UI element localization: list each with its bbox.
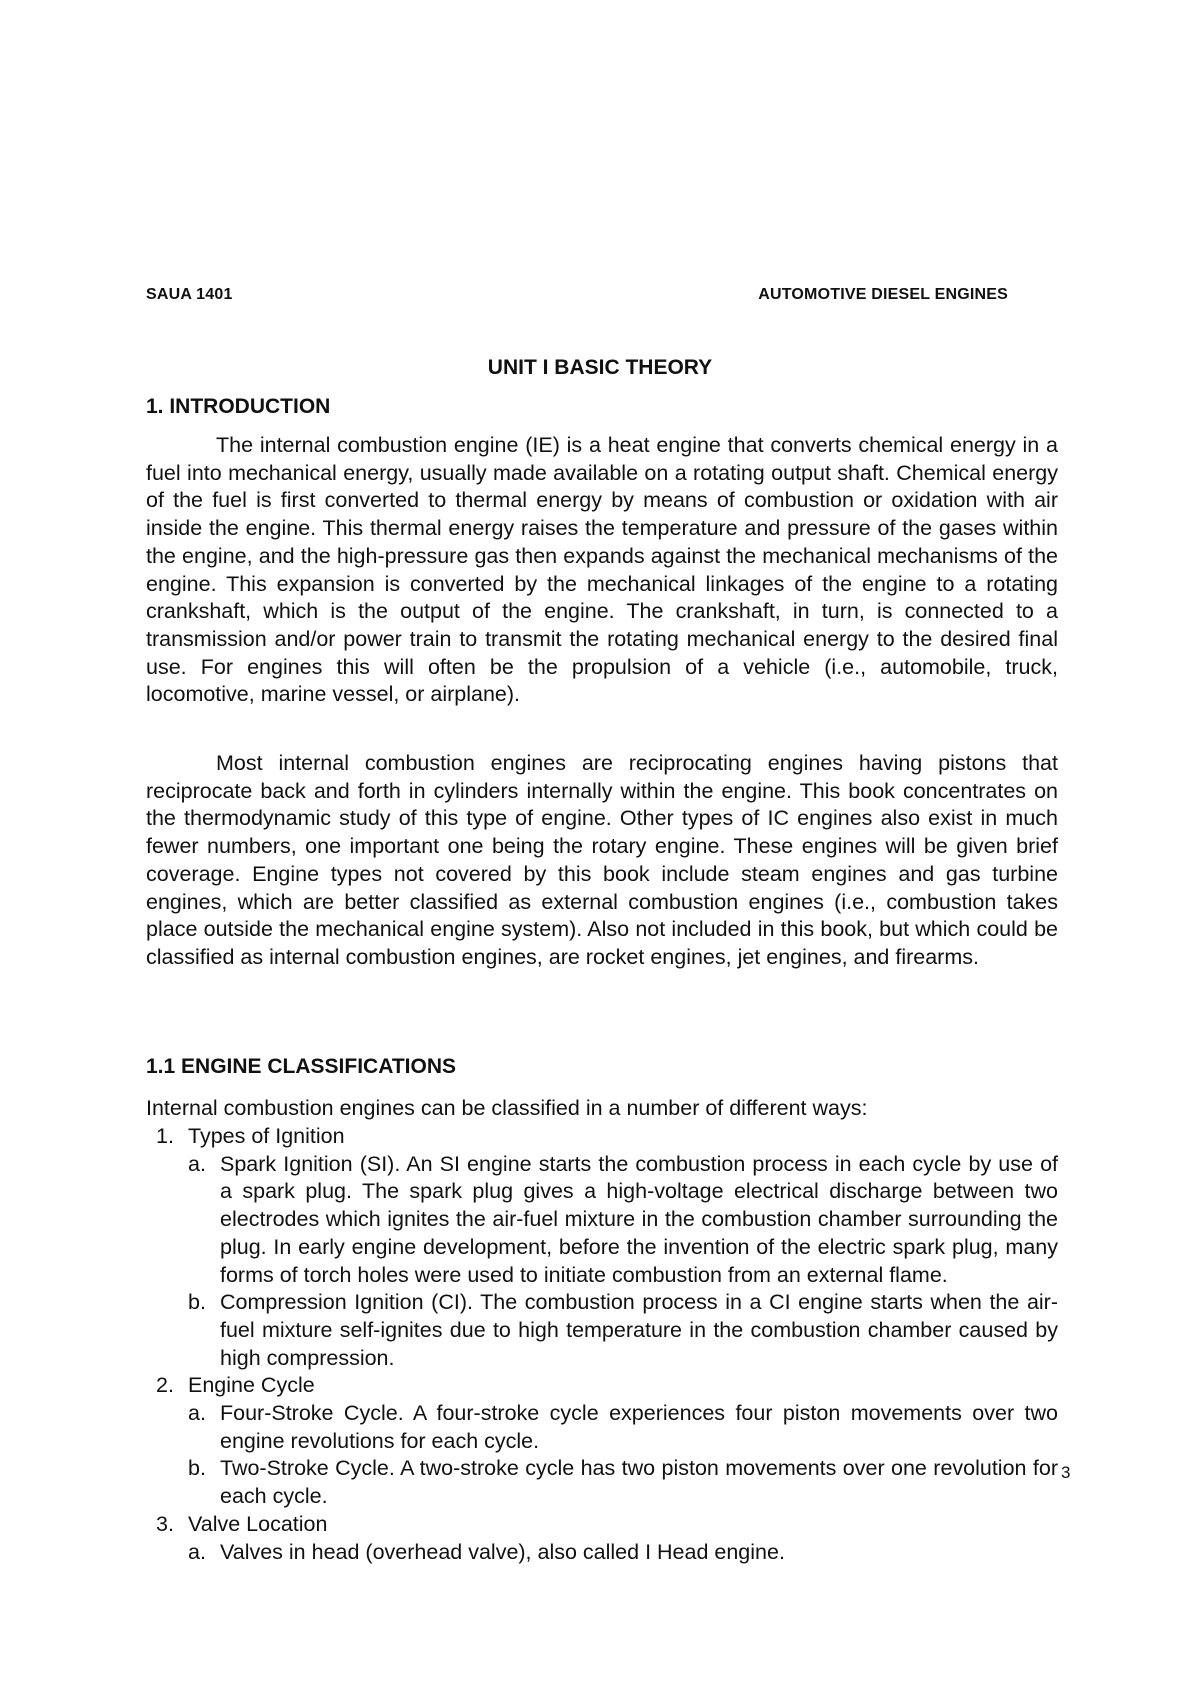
classifications-intro: Internal combustion engines can be classified in a number of different ways: (146, 1096, 868, 1120)
sub-list-letter: a. (188, 1539, 206, 1564)
sub-list-letter: a. (188, 1401, 206, 1426)
section-heading-engine-classifications: 1.1 ENGINE CLASSIFICATIONS (146, 1055, 456, 1078)
sub-list-item (146, 1539, 1058, 1567)
page-number: 3 (1061, 1463, 1071, 1482)
list-item-label: Types of Ignition (188, 1124, 345, 1148)
sub-list-text: Valves in head (overhead valve), also called I Head engine. (220, 1539, 785, 1564)
list-number: 3. (156, 1511, 174, 1536)
sub-list-letter: a. (188, 1151, 206, 1176)
header-course-title: AUTOMOTIVE DIESEL ENGINES (758, 286, 1008, 303)
list-number: 1. (156, 1124, 174, 1148)
sub-list-text: Four-Stroke Cycle. A four-stroke cycle experiences four piston movements over two engine revolutions for each cycle. (220, 1401, 1058, 1453)
sub-list-letter: b. (188, 1290, 206, 1315)
section-heading-introduction: 1. INTRODUCTION (146, 395, 331, 418)
header-course-code: SAUA 1401 (146, 286, 233, 303)
sub-list-text: Spark Ignition (SI). An SI engine starts the combustion process in each cycle by use of a spark plug. The spark plug gives a high-voltage electrical discharge between two electrodes which ignites the air-fuel mixture in the combustion chamber surrounding the plug. In early engine development, before the invention of the electric spark plug, many forms of torch holes were used to initiate combustion from an external flame. (220, 1151, 1058, 1287)
list-item-label: Engine Cycle (188, 1373, 315, 1398)
sub-list-text: Compression Ignition (CI). The combustion process in a CI engine starts when the air-fuel mixture self-ignites due to high temperature in the combustion chamber caused by high compression. (220, 1290, 1058, 1370)
unit-title (0, 356, 1200, 380)
list-item-label: Valve Location (188, 1511, 328, 1536)
intro-paragraph-2: Most internal combustion engines are reciprocating engines having pistons that reciprocate back and forth in cylinders internally within the engine. This book concentrates on the thermodynamic study of this type of engine. Other types of IC engines also exist in much fewer numbers, one important one being the rotary engine. These engines will be given brief coverage. Engine types not covered by this book include steam engines and gas turbine engines, which are better classified as external combustion engines (i.e., combustion takes place outside the mechanical engine system). Also not included in this book, but which could be classified as internal combustion engines, are rocket engines, jet engines, and firearms. (146, 751, 1058, 969)
sub-list-item (146, 1151, 1058, 1290)
classification-list (146, 1123, 1058, 1566)
intro-paragraph-1: The internal combustion engine (IE) is a heat engine that converts chemical energy in a fuel into mechanical energy, usually made available on a rotating output shaft. Chemical energy of the fuel is first converted to thermal energy by means of combustion or oxidation with air inside the engine. This thermal energy raises the temperature and pressure of the gases within the engine, and the high-pressure gas then expands against the mechanical mechanisms of the engine. This expansion is converted by the mechanical linkages of the engine to a rotating crankshaft, which is the output of the engine. The crankshaft, in turn, is connected to a transmission and/or power train to transmit the rotating mechanical energy to the desired final use. For engines this will often be the propulsion of a vehicle (i.e., automobile, truck, locomotive, marine vessel, or airplane). (146, 433, 1058, 707)
sub-list-item (146, 1289, 1058, 1372)
list-item (146, 1511, 1058, 1539)
list-item (146, 1372, 1058, 1400)
sub-list-text: Two-Stroke Cycle. A two-stroke cycle has two piston movements over one revolution for each cycle. (220, 1456, 1058, 1509)
unit-title-text: UNIT I BASIC THEORY (487, 356, 713, 379)
sub-list-item (146, 1400, 1058, 1455)
sub-list-letter: b. (188, 1456, 206, 1481)
sub-list-item (146, 1455, 1058, 1510)
list-item (146, 1123, 1058, 1151)
list-number: 2. (156, 1373, 174, 1398)
